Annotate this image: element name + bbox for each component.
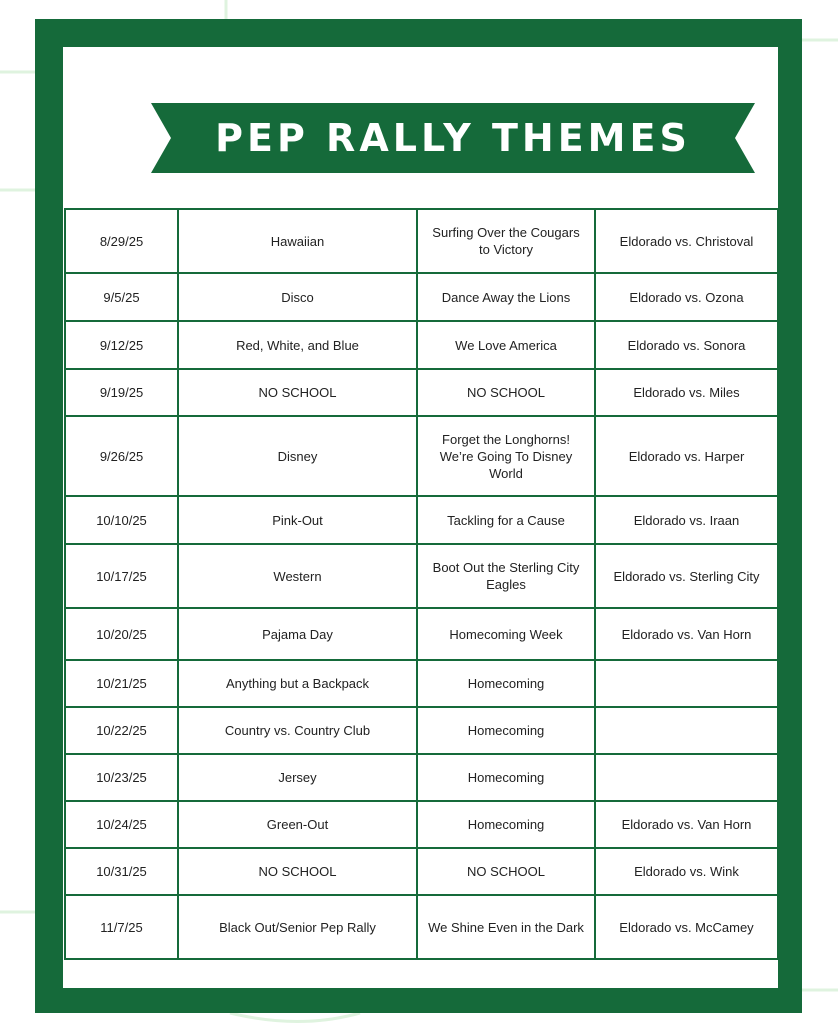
matchup-cell: Eldorado vs. Christoval bbox=[595, 209, 778, 273]
tagline-cell: Surfing Over the Cougars to Victory bbox=[417, 209, 595, 273]
theme-cell: NO SCHOOL bbox=[178, 848, 417, 895]
tagline-cell: Homecoming bbox=[417, 801, 595, 848]
theme-cell: Green-Out bbox=[178, 801, 417, 848]
theme-cell: Red, White, and Blue bbox=[178, 321, 417, 369]
tagline-cell: Homecoming bbox=[417, 754, 595, 801]
tagline-cell: Tackling for a Cause bbox=[417, 496, 595, 544]
table-row bbox=[65, 895, 778, 959]
table-row bbox=[65, 496, 778, 544]
theme-cell: Pajama Day bbox=[178, 608, 417, 660]
tagline-cell: Homecoming Week bbox=[417, 608, 595, 660]
date-cell: 10/22/25 bbox=[65, 707, 178, 754]
table-row bbox=[65, 848, 778, 895]
table-row bbox=[65, 416, 778, 496]
matchup-cell: Eldorado vs. Wink bbox=[595, 848, 778, 895]
pep-rally-schedule-table bbox=[64, 208, 779, 960]
tagline-cell: NO SCHOOL bbox=[417, 369, 595, 416]
table-row bbox=[65, 754, 778, 801]
tagline-cell: Boot Out the Sterling City Eagles bbox=[417, 544, 595, 608]
tagline-cell: Forget the Longhorns! We’re Going To Disney World bbox=[417, 416, 595, 496]
theme-cell: Western bbox=[178, 544, 417, 608]
date-cell: 9/19/25 bbox=[65, 369, 178, 416]
tagline-cell: Homecoming bbox=[417, 660, 595, 707]
matchup-cell: Eldorado vs. Sterling City bbox=[595, 544, 778, 608]
date-cell: 11/7/25 bbox=[65, 895, 178, 959]
theme-cell: Hawaiian bbox=[178, 209, 417, 273]
page-title: PEP RALLY THEMES bbox=[215, 116, 691, 160]
tagline-cell: We Love America bbox=[417, 321, 595, 369]
theme-cell: Disney bbox=[178, 416, 417, 496]
tagline-cell: Homecoming bbox=[417, 707, 595, 754]
matchup-cell: Eldorado vs. Miles bbox=[595, 369, 778, 416]
date-cell: 9/12/25 bbox=[65, 321, 178, 369]
tagline-cell: Dance Away the Lions bbox=[417, 273, 595, 321]
title-banner bbox=[151, 103, 755, 173]
matchup-cell: Eldorado vs. Harper bbox=[595, 416, 778, 496]
theme-cell: Black Out/Senior Pep Rally bbox=[178, 895, 417, 959]
table-row bbox=[65, 273, 778, 321]
date-cell: 10/20/25 bbox=[65, 608, 178, 660]
date-cell: 9/26/25 bbox=[65, 416, 178, 496]
date-cell: 10/21/25 bbox=[65, 660, 178, 707]
table-row bbox=[65, 608, 778, 660]
date-cell: 10/17/25 bbox=[65, 544, 178, 608]
theme-cell: Pink-Out bbox=[178, 496, 417, 544]
date-cell: 9/5/25 bbox=[65, 273, 178, 321]
matchup-cell: Eldorado vs. McCamey bbox=[595, 895, 778, 959]
document-page bbox=[63, 47, 778, 988]
table-row bbox=[65, 660, 778, 707]
matchup-cell bbox=[595, 707, 778, 754]
theme-cell: NO SCHOOL bbox=[178, 369, 417, 416]
date-cell: 10/24/25 bbox=[65, 801, 178, 848]
tagline-cell: NO SCHOOL bbox=[417, 848, 595, 895]
date-cell: 10/23/25 bbox=[65, 754, 178, 801]
matchup-cell: Eldorado vs. Van Horn bbox=[595, 801, 778, 848]
date-cell: 10/10/25 bbox=[65, 496, 178, 544]
matchup-cell: Eldorado vs. Van Horn bbox=[595, 608, 778, 660]
date-cell: 8/29/25 bbox=[65, 209, 178, 273]
date-cell: 10/31/25 bbox=[65, 848, 178, 895]
table-row bbox=[65, 321, 778, 369]
matchup-cell bbox=[595, 754, 778, 801]
matchup-cell bbox=[595, 660, 778, 707]
matchup-cell: Eldorado vs. Iraan bbox=[595, 496, 778, 544]
green-frame bbox=[35, 19, 802, 1013]
tagline-cell: We Shine Even in the Dark bbox=[417, 895, 595, 959]
table-row bbox=[65, 544, 778, 608]
theme-cell: Country vs. Country Club bbox=[178, 707, 417, 754]
theme-cell: Disco bbox=[178, 273, 417, 321]
table-row bbox=[65, 369, 778, 416]
theme-cell: Anything but a Backpack bbox=[178, 660, 417, 707]
matchup-cell: Eldorado vs. Ozona bbox=[595, 273, 778, 321]
table-row bbox=[65, 209, 778, 273]
table-row bbox=[65, 801, 778, 848]
matchup-cell: Eldorado vs. Sonora bbox=[595, 321, 778, 369]
theme-cell: Jersey bbox=[178, 754, 417, 801]
table-row bbox=[65, 707, 778, 754]
schedule-body bbox=[65, 209, 778, 959]
